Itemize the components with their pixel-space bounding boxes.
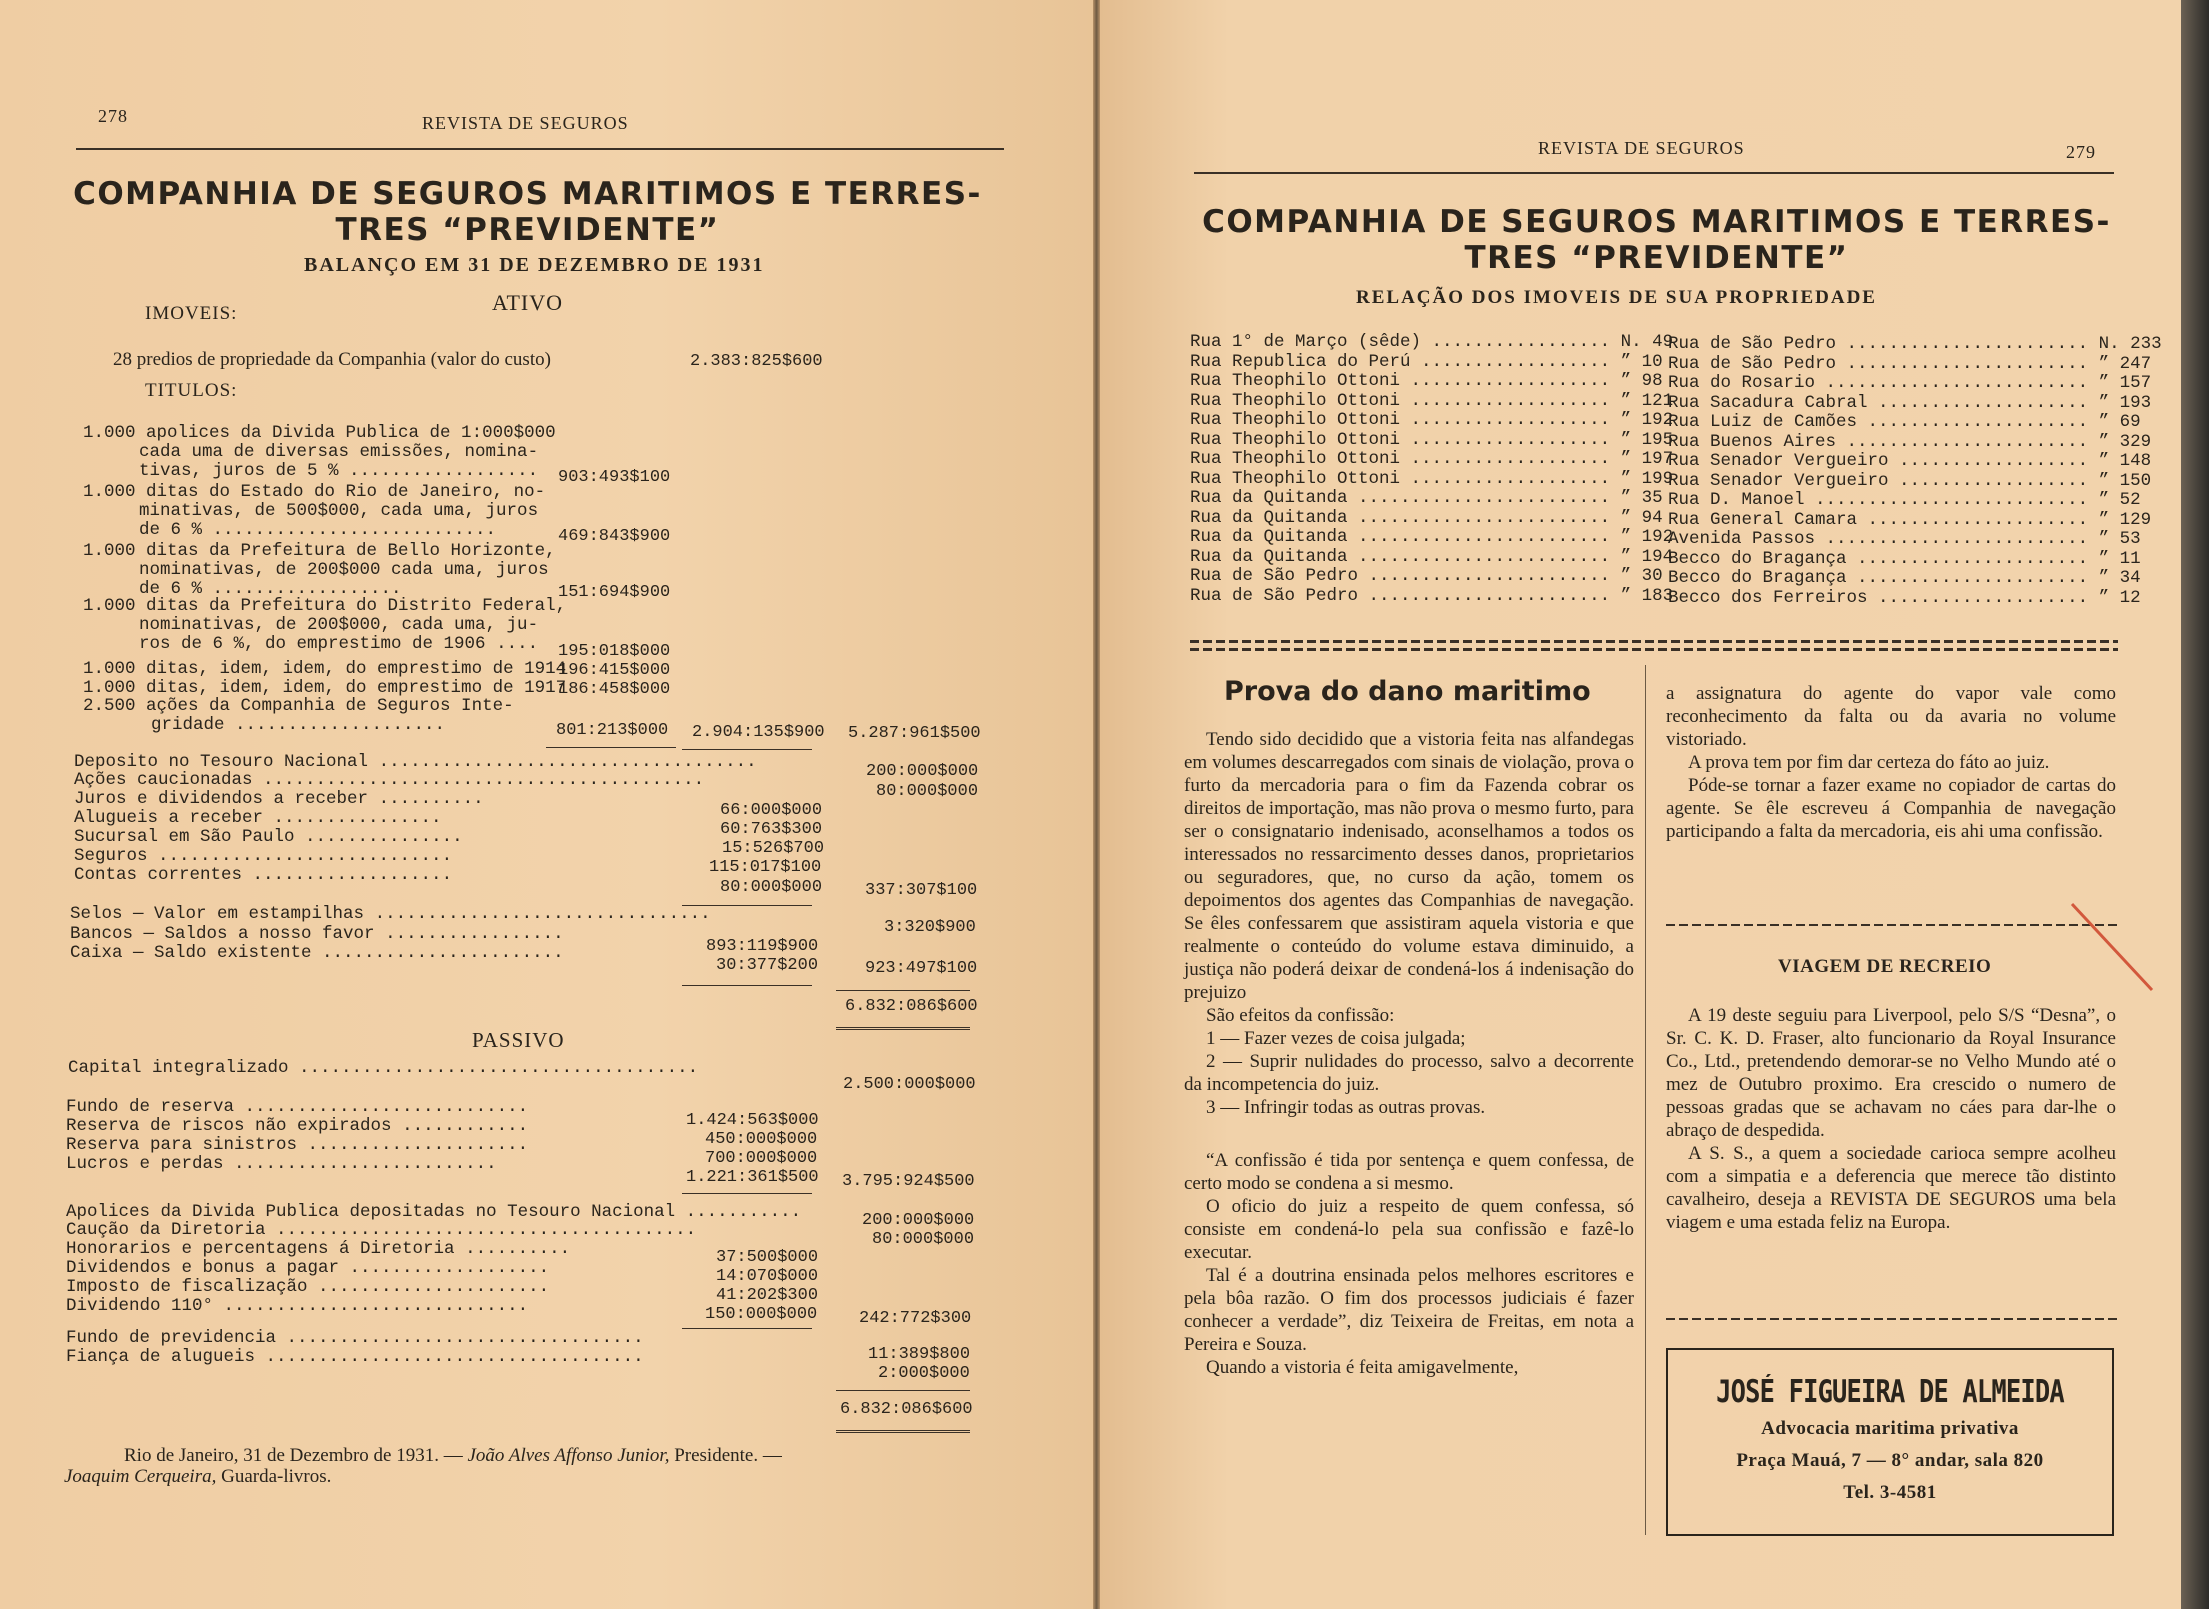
property-row: [1668, 530, 2162, 550]
property-number: ” 12: [2098, 587, 2141, 608]
bancos-label: Bancos — Saldos a nosso favor: [70, 924, 375, 944]
reserva-sinistros-line: Reserva para sinistros .....................: [66, 1135, 529, 1155]
apolices-dep-line: Apolices da Divida Publica depositadas no Tesouro Nacional ...........: [66, 1202, 802, 1222]
balance-subtitle: BALANÇO EM 31 DE DEZEMBRO DE 1931: [304, 254, 765, 276]
deposito-line: Deposito no Tesouro Nacional ....................................: [74, 752, 757, 772]
acoes-line: Ações caucionadas ..........................................: [74, 770, 705, 790]
title-line-1: COMPANHIA DE SEGUROS MARITIMOS E TERRES-: [1202, 204, 2111, 240]
sum-rule: [682, 1328, 812, 1329]
property-number: ” 192: [1620, 410, 1674, 430]
property-leader: ..................: [1410, 351, 1621, 372]
property-street: Rua Theophilo Ottoni: [1190, 390, 1401, 411]
property-row: [1668, 355, 2162, 375]
column-divider: [1645, 665, 1646, 1535]
titulo-1: 1.000 apolices da Divida Publica de 1:000$000 cada uma de diversas emissões, nomina- tivas, juros de 5 % ..................: [83, 423, 556, 481]
property-street: Rua de São Pedro: [1668, 334, 1837, 354]
property-row: [1190, 548, 1673, 568]
juros-line: Juros e dividendos a receber ..........: [74, 789, 484, 809]
sub-total-3: 242:772$300: [859, 1309, 972, 1328]
dividendos-label: Dividendos e bonus a pagar: [66, 1258, 340, 1278]
property-leader: ........................: [1347, 488, 1621, 508]
effect-item: 1 — Fazer vezes de coisa julgada;: [1206, 1028, 1466, 1049]
signature-line-2: [64, 1466, 331, 1488]
property-row: [1668, 550, 2162, 570]
property-number: N. 233: [2098, 334, 2162, 354]
article-paragraph: a assignatura do agente do vapor vale como reconhecimento da falta ou da avaria no volume vistoriado.: [1666, 683, 2116, 750]
property-leader: .....................: [1857, 509, 2099, 530]
property-street: Rua Luiz de Camões: [1668, 412, 1858, 432]
property-street: Rua do Rosario: [1668, 373, 1816, 393]
property-number: ” 35: [1620, 488, 1663, 508]
property-number: ” 197: [1620, 449, 1674, 469]
caucao-value: 80:000$000: [872, 1230, 975, 1249]
dividendos-value: 14:070$000: [716, 1267, 819, 1286]
property-row: [1668, 569, 2162, 589]
fianca-value: 2:000$000: [878, 1364, 970, 1383]
lucros-line: Lucros e perdas .........................: [66, 1154, 497, 1174]
alugueis-label: Alugueis a receber: [74, 808, 264, 828]
titulo-5: 1.000 ditas, idem, idem, do emprestimo de 1914: [83, 659, 567, 679]
article-paragraph: A prova tem por fim dar certeza do fáto ao juiz.: [1688, 752, 2050, 773]
selos-value: 3:320$900: [884, 918, 976, 937]
page-number: 279: [2066, 142, 2096, 162]
titulo-4-value: 195:018$000: [558, 642, 671, 661]
fianca-line: Fiança de alugueis ....................................: [66, 1347, 644, 1367]
titulo-2-value: 469:843$900: [558, 527, 671, 546]
sub-total-1: 337:307$100: [865, 881, 978, 900]
property-number: ” 150: [2098, 470, 2152, 491]
sum-rule: [836, 1390, 970, 1391]
imposto-value: 41:202$300: [716, 1286, 819, 1305]
reserva-riscos-label: Reserva de riscos não expirados: [66, 1116, 392, 1136]
property-row: [1668, 374, 2162, 394]
contas-line: Contas correntes ...................: [74, 865, 453, 885]
dividendo110-value: 150:000$000: [705, 1305, 818, 1324]
imposto-line: Imposto de fiscalização ......................: [66, 1277, 550, 1297]
selos-line: Selos — Valor em estampilhas ................................: [70, 904, 711, 924]
total-rule: [836, 1027, 970, 1030]
title-line-2: TRES “PREVIDENTE”: [1464, 240, 1849, 276]
imoveis-heading: IMOVEIS:: [145, 303, 238, 324]
property-street: Rua Theophilo Ottoni: [1190, 449, 1401, 469]
property-list-subtitle: RELAÇÃO DOS IMOVEIS DE SUA PROPRIEDADE: [1356, 287, 1877, 308]
bancos-value: 893:119$900: [706, 937, 819, 956]
titulo-1-value: 903:493$100: [558, 468, 671, 487]
titulo-5-value: 196:415$000: [558, 661, 671, 680]
reserva-sinistros-value: 700:000$000: [705, 1149, 818, 1168]
titulo-3-line: de 6 %: [139, 579, 203, 599]
ad-line-3: Tel. 3-4581: [1843, 1482, 1937, 1503]
property-row: [1668, 491, 2162, 511]
titulo-2-line: de 6 %: [139, 520, 203, 540]
property-number: ” 194: [1620, 546, 1674, 567]
property-street: Rua da Quitanda: [1190, 507, 1348, 528]
property-row: [1668, 394, 2162, 414]
header-rule: [1194, 172, 2114, 174]
page-title: [60, 176, 995, 248]
ad-line-2: Praça Mauá, 7 — 8° andar, sala 820: [1736, 1450, 2044, 1471]
reserva-riscos-value: 450:000$000: [705, 1130, 818, 1149]
deposito-label: Deposito no Tesouro Nacional: [74, 752, 369, 772]
property-leader: ....................: [1867, 587, 2099, 608]
property-row: [1190, 372, 1673, 392]
property-street: Rua General Camara: [1668, 509, 1858, 530]
property-leader: .................: [1421, 332, 1621, 352]
property-row: [1190, 392, 1673, 412]
article-column-1: [1184, 728, 1634, 1379]
left-page: [0, 0, 1095, 1609]
caixa-label: Caixa — Saldo existente: [70, 943, 312, 963]
titulo-4: 1.000 ditas da Prefeitura do Distrito Federal, nominativas, de 200$000, cada uma, ju- ros de 6 %, do emprestimo de 1906 ....: [83, 596, 567, 654]
property-street: Rua da Quitanda: [1190, 546, 1348, 567]
property-number: ” 199: [1620, 468, 1674, 489]
contas-label: Contas correntes: [74, 865, 243, 885]
quote-paragraph: O oficio do juiz a respeito de quem confessa, só consiste em condená-lo pela sua confissão e fazê-lo executar.: [1184, 1196, 1634, 1263]
property-number: ” 193: [2098, 392, 2152, 413]
juros-label: Juros e dividendos a receber: [74, 789, 369, 809]
property-number: ” 98: [1620, 371, 1663, 391]
viagem-paragraph: A S. S., a quem a sociedade carioca sempre acolheu com a simpatia e a deferencia que merece tão distinto cavalheiro, deseja a REVISTA DE SEGUROS uma bela viagem e uma estada feliz na Europa.: [1666, 1143, 2116, 1233]
sum-rule: [682, 749, 812, 750]
fianca-label: Fiança de alugueis: [66, 1347, 256, 1367]
property-street: Rua Buenos Aires: [1668, 431, 1837, 452]
article-title: Prova do dano maritimo: [1224, 676, 1591, 707]
property-number: ” 192: [1620, 527, 1674, 547]
caucao-line: Caução da Diretoria ........................................: [66, 1220, 697, 1240]
property-street: Rua de São Pedro: [1668, 353, 1837, 374]
property-street: Becco dos Ferreiros: [1668, 587, 1868, 608]
property-street: Rua de São Pedro: [1190, 566, 1359, 586]
seguros-value: 115:017$100: [709, 858, 822, 877]
predios-value: 2.383:825$600: [690, 352, 823, 371]
president-title: Presidente. —: [669, 1445, 782, 1466]
titulo-7-line: gridade: [151, 715, 225, 735]
section-divider: [1666, 924, 2118, 926]
titulo-2-line: 1.000 ditas do Estado do Rio de Janeiro, no-: [83, 482, 546, 502]
property-number: ” 11: [2098, 548, 2141, 569]
honorarios-value: 37:500$000: [716, 1248, 819, 1267]
signature-line-1: [124, 1445, 782, 1467]
property-row: [1668, 472, 2162, 492]
property-street: Rua Senador Vergueiro: [1668, 470, 1889, 491]
fundo-reserva-line: Fundo de reserva ...........................: [66, 1097, 529, 1117]
property-leader: ........................: [1347, 546, 1621, 567]
sucursal-line: Sucursal em São Paulo ...............: [74, 827, 463, 847]
predios-line: 28 predios de propriedade da Companhia (valor do custo): [113, 349, 551, 370]
signature-place-date: Rio de Janeiro, 31 de Dezembro de 1931. —: [124, 1445, 468, 1466]
capital-value: 2.500:000$000: [843, 1075, 976, 1094]
property-row: [1668, 511, 2162, 531]
property-street: Rua de São Pedro: [1190, 585, 1359, 606]
property-leader: .......................: [1836, 353, 2099, 374]
property-row: [1190, 567, 1673, 587]
property-leader: .......................: [1836, 431, 2099, 452]
imposto-label: Imposto de fiscalização: [66, 1277, 308, 1297]
sum-rule: [546, 747, 676, 748]
bancos-line: Bancos — Saldos a nosso favor .................: [70, 924, 564, 944]
property-leader: ...................: [1400, 449, 1621, 469]
ad-name: JOSÉ FIGUEIRA DE ALMEIDA: [1716, 1374, 2064, 1410]
property-number: ” 53: [2098, 529, 2141, 549]
acoes-value: 80:000$000: [876, 782, 979, 801]
seguros-line: Seguros ............................: [74, 846, 453, 866]
passivo-total: 6.832:086$600: [840, 1400, 973, 1419]
titulos-total: 2.904:135$900: [692, 723, 825, 742]
property-leader: ....................: [1867, 392, 2099, 413]
property-street: Rua Theophilo Ottoni: [1190, 371, 1401, 391]
passivo-heading: PASSIVO: [472, 1028, 565, 1052]
dividendo110-line: Dividendo 110° .............................: [66, 1296, 529, 1316]
property-leader: ...................: [1400, 371, 1621, 391]
accountant-title: Guarda-livros.: [216, 1466, 332, 1487]
sum-rule: [836, 990, 970, 991]
page-edge: [2181, 0, 2209, 1609]
caixa-value: 30:377$200: [716, 956, 819, 975]
apolices-dep-label: Apolices da Divida Publica depositadas no Tesouro Nacional: [66, 1202, 676, 1222]
property-number: ” 121: [1620, 390, 1674, 411]
fundo-prev-line: Fundo de previdencia ..................................: [66, 1328, 644, 1348]
property-row: [1668, 335, 2162, 355]
property-row: [1668, 589, 2162, 609]
reserva-riscos-line: Reserva de riscos não expirados ............: [66, 1116, 529, 1136]
property-number: ” 94: [1620, 507, 1663, 528]
property-leader: .........................: [1815, 529, 2099, 549]
page-number: 278: [98, 106, 128, 126]
property-number: ” 129: [2098, 509, 2152, 530]
titulo-2: 1.000 ditas do Estado do Rio de Janeiro, no- minativas, de 500$000, cada uma, juros de 6 % ...........................: [83, 482, 546, 540]
titulo-7-value: 801:213$000: [556, 721, 669, 740]
property-leader: .......................: [1358, 585, 1621, 606]
selos-label: Selos — Valor em estampilhas: [70, 904, 365, 924]
property-leader: .......................: [1358, 566, 1621, 586]
property-leader: ...................: [1400, 468, 1621, 489]
fundo-prev-label: Fundo de previdencia: [66, 1328, 277, 1348]
property-leader: ..........................: [1804, 490, 2099, 510]
property-number: ” 195: [1620, 429, 1674, 450]
property-number: ” 69: [2098, 412, 2141, 432]
property-street: Rua D. Manoel: [1668, 490, 1805, 510]
property-street: Rua Theophilo Ottoni: [1190, 429, 1401, 450]
titulo-3: 1.000 ditas da Prefeitura de Bello Horizonte, nominativas, de 200$000 cada uma, juros de 6 % ..................: [83, 541, 556, 599]
article-column-2: [1666, 682, 2116, 843]
property-leader: ...................: [1400, 390, 1621, 411]
running-header: REVISTA DE SEGUROS: [422, 113, 629, 133]
property-leader: ........................: [1347, 527, 1621, 547]
property-leader: ......................: [1846, 548, 2099, 569]
capital-line: Capital integralizado ......................................: [68, 1058, 699, 1078]
sum-rule: [682, 1193, 812, 1194]
title-line-1: COMPANHIA DE SEGUROS MARITIMOS E TERRES-: [73, 176, 982, 212]
titulo-1-line: cada uma de diversas emissões, nomina-: [139, 442, 539, 462]
titulo-7: 2.500 ações da Companhia de Seguros Inte- gridade ....................: [83, 696, 514, 735]
property-row: [1190, 509, 1673, 529]
header-rule: [76, 148, 1004, 150]
section-divider: [1666, 1318, 2118, 1320]
sucursal-value: 15:526$700: [722, 839, 825, 858]
fundo-reserva-value: 1.424:563$000: [686, 1111, 819, 1130]
book-spine: [1093, 0, 1100, 1609]
property-leader: .........................: [1815, 373, 2099, 393]
titulo-3-line: 1.000 ditas da Prefeitura de Bello Horizonte,: [83, 541, 556, 561]
acoes-label: Ações caucionadas: [74, 770, 253, 790]
accountant-name: Joaquim Cerqueira,: [64, 1466, 217, 1487]
property-street: Rua Republica do Perú: [1190, 351, 1411, 372]
property-number: ” 10: [1620, 351, 1663, 372]
dividendo110-label: Dividendo 110°: [66, 1296, 214, 1316]
property-row: [1190, 528, 1673, 548]
property-list-right: [1668, 335, 2162, 608]
property-row: [1190, 353, 1673, 373]
viagem-heading: VIAGEM DE RECREIO: [1778, 956, 1992, 977]
right-page: [1098, 0, 2181, 1609]
total-rule: [836, 1430, 970, 1433]
lucros-label: Lucros e perdas: [66, 1154, 224, 1174]
property-row: [1668, 452, 2162, 472]
titulo-4-line: ros de 6 %, do emprestimo de 1906: [139, 634, 486, 654]
titulo-7-line: 2.500 ações da Companhia de Seguros Inte-: [83, 696, 514, 716]
property-number: N. 49: [1620, 332, 1674, 352]
ativo-heading: ATIVO: [492, 290, 563, 315]
property-street: Rua da Quitanda: [1190, 488, 1348, 508]
sucursal-label: Sucursal em São Paulo: [74, 827, 295, 847]
page-title: [1194, 204, 2119, 276]
property-number: ” 34: [2098, 568, 2141, 588]
titulo-1-line: tivas, juros de 5 %: [139, 461, 339, 481]
ativo-total: 6.832:086$600: [845, 997, 978, 1016]
article-paragraph: Tendo sido decidido que a vistoria feita nas alfandegas em volumes descarregados com sinais de violação, prova o furto da mercadoria para o fim da Fazenda cobrar os direitos de importação, mas não prova o mesmo furto, para ser o consignatario indenisado, aconselhamos a todos os interessados no ressarcimento desses danos, proprietarios ou seguradores, que, no curso da ação, tomem os depoimentos dos agentes das Companhias de navegação. Se êles confessarem que assistiram aquela vistoria e que realmente o conteúdo do volume estava diminuido, a justiça não poderá deixar de condená-los á indenisação do prejuizo: [1184, 729, 1634, 1003]
viagem-paragraph: A 19 deste seguiu para Liverpool, pelo S/S “Desna”, o Sr. C. K. D. Fraser, alto funcionario da Royal Insurance Co., Ltd., pretendendo demorar-se no Velho Mundo até o mez de Outubro proximo. Era crescido o numero de pessoas gradas que se achavam no cáes para dar-lhe o abraço de despedida.: [1666, 1005, 2116, 1141]
property-leader: ..................: [1888, 451, 2099, 471]
property-leader: ...................: [1400, 429, 1621, 450]
effects-intro: São efeitos da confissão:: [1206, 1005, 1395, 1026]
honorarios-line: Honorarios e percentagens á Diretoria ..........: [66, 1239, 571, 1259]
property-row: [1668, 433, 2162, 453]
property-number: ” 52: [2098, 490, 2141, 510]
property-leader: ........................: [1347, 507, 1621, 528]
property-number: ” 247: [2098, 353, 2152, 374]
effect-item: 2 — Suprir nulidades do processo, salvo a decorrente da incompetencia do juiz.: [1184, 1051, 1634, 1095]
titulo-2-line: minativas, de 500$000, cada uma, juros: [139, 501, 539, 521]
titulo-3-value: 151:694$900: [558, 583, 671, 602]
property-street: Rua da Quitanda: [1190, 527, 1348, 547]
property-row: [1190, 450, 1673, 470]
property-leader: .....................: [1857, 412, 2099, 432]
contas-value: 80:000$000: [720, 878, 823, 897]
titulos-heading: TITULOS:: [145, 380, 238, 401]
quote-paragraph: Tal é a doutrina ensinada pelos melhores escritores e pela bôa razão. O fim dos processos judiciais é fazer conhecer a verdade”, diz Teixeira de Freitas, em nota a Pereira e Souza.: [1184, 1265, 1634, 1355]
viagem-column: [1666, 1004, 2116, 1234]
sub-total-2: 923:497$100: [865, 959, 978, 978]
property-street: Rua Senador Vergueiro: [1668, 451, 1889, 471]
article-paragraph: Póde-se tornar a fazer exame no copiador de cartas do agente. Se êle escreveu á Companhia de navegação participando a falta da mercadoria, eis ahi uma confissão.: [1666, 775, 2116, 842]
property-row: [1190, 431, 1673, 451]
titulo-4-line: nominativas, de 200$000, cada uma, ju-: [139, 615, 539, 635]
property-leader: ......................: [1846, 568, 2099, 588]
title-line-2: TRES “PREVIDENTE”: [335, 212, 720, 248]
property-street: Becco do Bragança: [1668, 568, 1847, 588]
property-street: Rua Sacadura Cabral: [1668, 392, 1868, 413]
reservas-total: 3.795:924$500: [842, 1172, 975, 1191]
lucros-value: 1.221:361$500: [686, 1168, 819, 1187]
advertisement-box: [1666, 1348, 2114, 1536]
fundo-reserva-label: Fundo de reserva: [66, 1097, 235, 1117]
dividendos-line: Dividendos e bonus a pagar ...................: [66, 1258, 550, 1278]
property-number: ” 329: [2098, 431, 2152, 452]
fundo-prev-value: 11:389$800: [868, 1345, 971, 1364]
property-list-left: [1190, 333, 1673, 606]
quote-paragraph: “A confissão é tida por sentença e quem confessa, de certo modo se condena a si mesmo.: [1184, 1150, 1634, 1194]
caixa-line: Caixa — Saldo existente .......................: [70, 943, 564, 963]
ad-line-1: Advocacia maritima privativa: [1761, 1418, 2019, 1439]
titulo-3-line: nominativas, de 200$000 cada uma, juros: [139, 560, 549, 580]
running-header: REVISTA DE SEGUROS: [1538, 138, 1745, 158]
property-number: ” 183: [1620, 585, 1674, 606]
alugueis-value: 60:763$300: [720, 820, 823, 839]
deposito-value: 200:000$000: [866, 762, 979, 781]
property-number: ” 30: [1620, 566, 1663, 586]
property-row: [1668, 413, 2162, 433]
capital-label: Capital integralizado: [68, 1058, 289, 1078]
quote-paragraph: Quando a vistoria é feita amigavelmente,: [1206, 1357, 1519, 1378]
property-row: [1190, 489, 1673, 509]
titulo-4-line: 1.000 ditas da Prefeitura do Distrito Federal,: [83, 596, 567, 616]
juros-value: 66:000$000: [720, 801, 823, 820]
section-divider: [1190, 640, 2118, 643]
titulo-6: 1.000 ditas, idem, idem, do emprestimo de 1917: [83, 678, 567, 698]
property-row: [1190, 411, 1673, 431]
property-row: [1190, 587, 1673, 607]
property-street: Rua 1° de Março (sêde): [1190, 332, 1422, 352]
property-row: [1190, 333, 1673, 353]
reserva-sinistros-label: Reserva para sinistros: [66, 1135, 298, 1155]
titulo-6-value: 186:458$000: [558, 680, 671, 699]
property-row: [1190, 470, 1673, 490]
property-leader: ...................: [1400, 410, 1621, 430]
president-name: João Alves Affonso Junior,: [467, 1445, 670, 1466]
alugueis-line: Alugueis a receber ................: [74, 808, 442, 828]
imoveis-titulos-total: 5.287:961$500: [848, 724, 981, 743]
seguros-label: Seguros: [74, 846, 148, 866]
titulo-1-line: 1.000 apolices da Divida Publica de 1:000$000: [83, 423, 556, 443]
section-divider: [1190, 648, 2118, 651]
property-street: Avenida Passos: [1668, 529, 1816, 549]
property-leader: ..................: [1888, 470, 2099, 491]
property-number: ” 148: [2098, 451, 2152, 471]
caucao-label: Caução da Diretoria: [66, 1220, 266, 1240]
property-street: Rua Theophilo Ottoni: [1190, 410, 1401, 430]
property-leader: .......................: [1836, 334, 2099, 354]
honorarios-label: Honorarios e percentagens á Diretoria: [66, 1239, 455, 1259]
property-number: ” 157: [2098, 373, 2152, 393]
property-street: Rua Theophilo Ottoni: [1190, 468, 1401, 489]
effect-item: 3 — Infringir todas as outras provas.: [1206, 1097, 1486, 1118]
red-pencil-mark: [2068, 900, 2158, 996]
property-street: Becco do Bragança: [1668, 548, 1847, 569]
apolices-dep-value: 200:000$000: [862, 1211, 975, 1230]
sum-rule: [682, 985, 812, 986]
